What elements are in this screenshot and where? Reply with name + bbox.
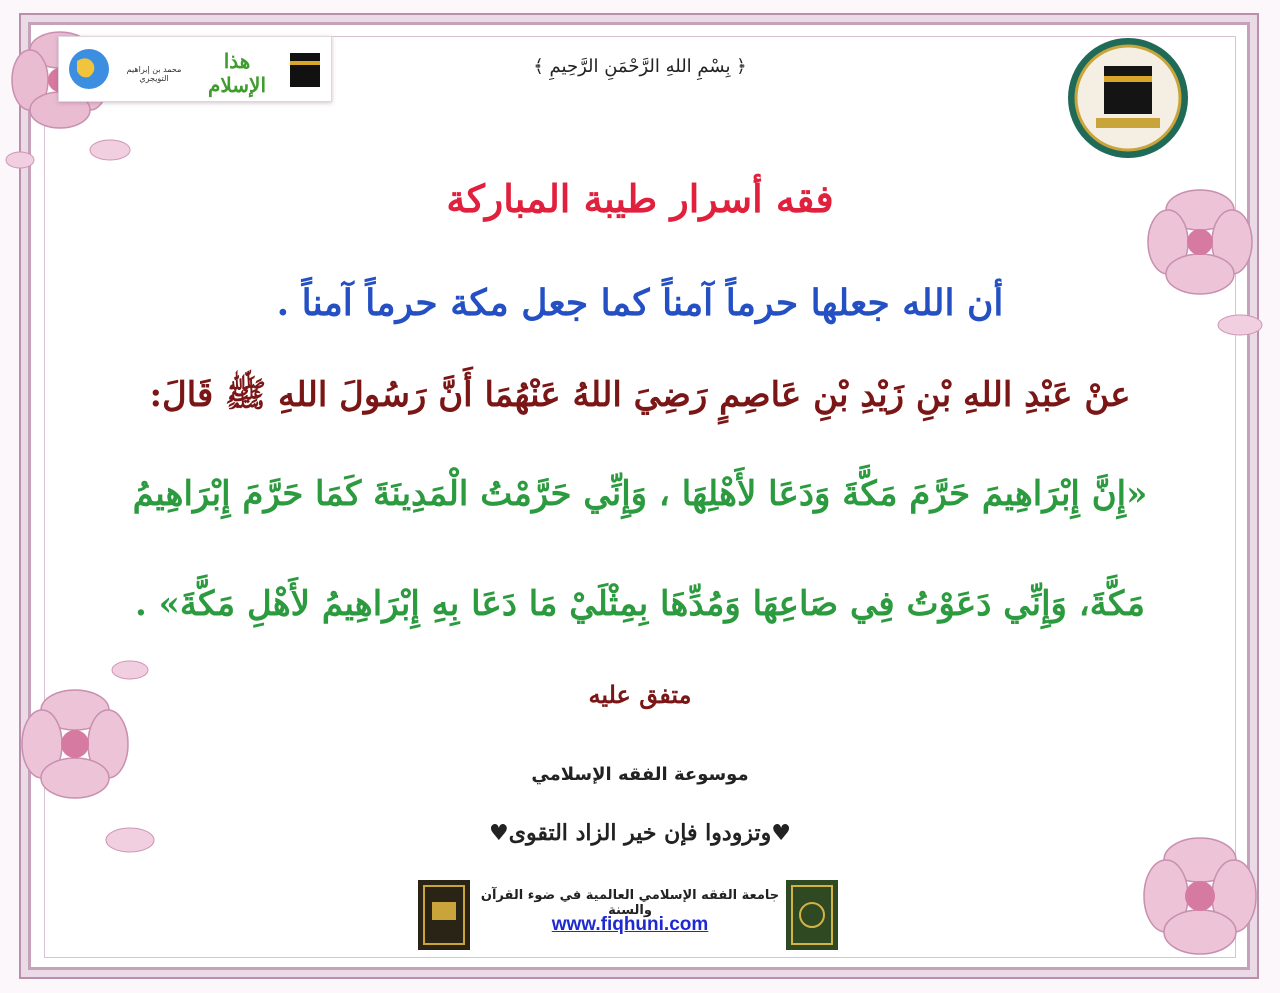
closing-verse: ♥وتزودوا فإن خير الزاد التقوى♥: [489, 820, 791, 846]
quran-cover-icon: [786, 880, 838, 950]
page-title: فقه أسرار طيبة المباركة: [446, 176, 834, 221]
kaaba-seal-icon: [1066, 36, 1190, 160]
book-cover-icon: [418, 880, 470, 950]
kaaba-icon: [287, 47, 323, 91]
flower-bottom-right-icon: [1110, 780, 1280, 980]
narration-intro: عنْ عَبْدِ اللهِ بْنِ زَيْدِ بْنِ عَاصِمٍ رَضِيَ اللهُ عَنْهُمَا أَنَّ رَسُولَ اللهِ ﷺ قَالَ:: [149, 375, 1131, 415]
logo-strip-subtext: محمد بن إبراهيم التويجري: [126, 65, 182, 83]
website-link[interactable]: www.fiqhuni.com: [551, 914, 709, 935]
hadith-line-2: مَكَّةَ، وَإِنِّي دَعَوْتُ فِي صَاعِهَا وَمُدِّهَا بِمِثْلَيْ مَا دَعَا بِهِ إِبْرَاهِيمُ لأَهْلِ مَكَّةَ» .: [135, 584, 1145, 624]
basmala: ﴿ بِسْمِ اللهِ الرَّحْمَنِ الرَّحِيمِ ﴾: [533, 56, 747, 77]
statement-text: أن الله جعلها حرماً آمناً كما جعل مكة حرماً آمناً .: [276, 282, 1004, 324]
hadith-line-1: «إِنَّ إِبْرَاهِيمَ حَرَّمَ مَكَّةَ وَدَعَا لأَهْلِهَا ، وَإِنِّي حَرَّمْتُ الْمَدِينَةَ كَمَا حَرَّمَ إِبْرَاهِيمُ: [132, 474, 1148, 514]
hadith-source: متفق عليه: [588, 680, 692, 709]
logo-strip-title: هذا الإسلام: [207, 49, 267, 97]
university-name: جامعة الفقه الإسلامي العالمية في ضوء القرآن والسنة: [480, 888, 780, 918]
footer: [418, 880, 842, 952]
logo-strip: [58, 36, 332, 102]
globe-icon: [67, 47, 111, 91]
encyclopedia-label: موسوعة الفقه الإسلامي: [531, 764, 749, 785]
